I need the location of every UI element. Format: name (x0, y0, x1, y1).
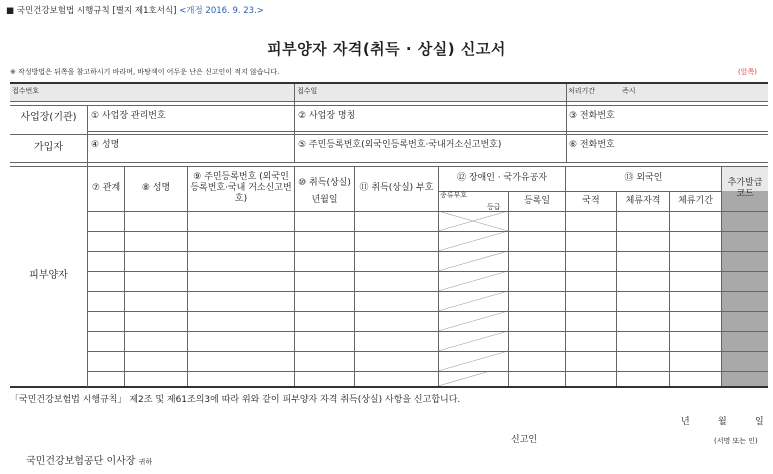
col-extra-code: 추가발급 코드 (727, 177, 763, 199)
date-day-label: 일 (755, 417, 764, 427)
rule (616, 191, 617, 386)
col-acq-code: ⑪ 취득(상실) 부호 (359, 182, 434, 193)
rule (87, 211, 768, 212)
rule (87, 131, 768, 132)
rule (87, 371, 768, 372)
workplace-mgmt-no-label: ① 사업장 관리번호 (91, 111, 166, 121)
recipient-honorific: 귀하 (138, 458, 153, 466)
rule (87, 311, 768, 312)
processing-period-label: 처리기간 (568, 87, 596, 95)
reporter-label: 신고인 (511, 435, 538, 445)
subscriber-label: 가입자 (34, 142, 63, 154)
col-type-code: 종류부호 (440, 191, 468, 199)
signature-label: (서명 또는 인) (714, 437, 758, 445)
rule (87, 251, 768, 252)
col-disabled-group: ⑫ 장애인 · 국가유공자 (457, 173, 547, 184)
regulation-prefix: ■ 국민건강보험법 시행규칙 [별지 제1호서식] (6, 6, 177, 16)
date-month-label: 월 (718, 417, 727, 427)
instruction-note: ※ 작성방법은 뒤쪽을 참고하시기 바라며, 바탕색이 어두운 난은 신고인이 적지 않습니다. (10, 68, 280, 76)
dependents-label: 피부양자 (29, 269, 68, 281)
extra-code-shaded-area (721, 191, 768, 386)
rule (10, 101, 768, 102)
col-stay-status: 체류자격 (625, 195, 661, 206)
subscriber-name-label: ④ 성명 (91, 140, 120, 150)
intake-row (10, 83, 768, 101)
rule (438, 166, 439, 386)
workplace-phone-label: ③ 전화번호 (569, 111, 615, 121)
hatched-disabled-area (438, 211, 508, 386)
rule (508, 191, 509, 386)
rule (87, 291, 768, 292)
col-relation: ⑦ 관계 (91, 182, 121, 193)
col-acq-date-top: ⑩ 취득(상실) (298, 178, 351, 188)
rule (87, 231, 768, 232)
col-stay-period: 체류기간 (678, 195, 713, 206)
col-name: ⑧ 성명 (141, 182, 171, 193)
rule (294, 84, 295, 162)
revision-date: <개정 2016. 9. 23.> (179, 6, 264, 16)
rule (87, 271, 768, 272)
page-side: (앞쪽) (738, 68, 757, 76)
rule (566, 84, 567, 162)
form-title: 피부양자 자격(취득 · 상실) 신고서 (267, 40, 506, 58)
rule (10, 82, 768, 84)
rule (10, 386, 768, 388)
rule (187, 166, 188, 386)
rule (10, 105, 768, 106)
rule (87, 105, 88, 387)
workplace-label: 사업장(기관) (20, 112, 77, 124)
declaration-text: 「국민건강보험법 시행규칙」 제2조 및 제61조의3에 따라 위와 같이 피부양자 자격 취득(상실) 사항을 신고합니다. (10, 395, 461, 405)
rule (10, 134, 768, 135)
rule (87, 351, 768, 352)
rule (669, 191, 670, 386)
receipt-date-label: 접수일 (297, 87, 318, 95)
receipt-number-label: 접수번호 (12, 87, 40, 95)
recipient (26, 452, 152, 467)
col-grade: 등급 (487, 203, 501, 211)
date-year-label: 년 (681, 417, 690, 427)
col-acq-date-bottom: 년월일 (311, 195, 338, 205)
col-foreigner-group: ⑬ 외국인 (624, 173, 663, 184)
col-resident-no: ⑨ 주민등록번호 (외국인등록번호·국내 거소신고번호) (190, 171, 292, 205)
processing-period-value: 즉시 (622, 87, 636, 95)
recipient-name: 국민건강보험공단 이사장 (26, 456, 136, 467)
workplace-name-label: ② 사업장 명칭 (298, 111, 356, 121)
rule (10, 162, 768, 163)
rule (87, 331, 768, 332)
col-reg-date: 등록일 (523, 195, 551, 206)
subscriber-resident-no-label: ⑤ 주민등록번호(외국인등록번호·국내거소신고번호) (298, 140, 502, 150)
col-nationality: 국적 (582, 195, 600, 206)
regulation-header (6, 4, 264, 16)
subscriber-phone-label: ⑥ 전화번호 (569, 140, 615, 150)
